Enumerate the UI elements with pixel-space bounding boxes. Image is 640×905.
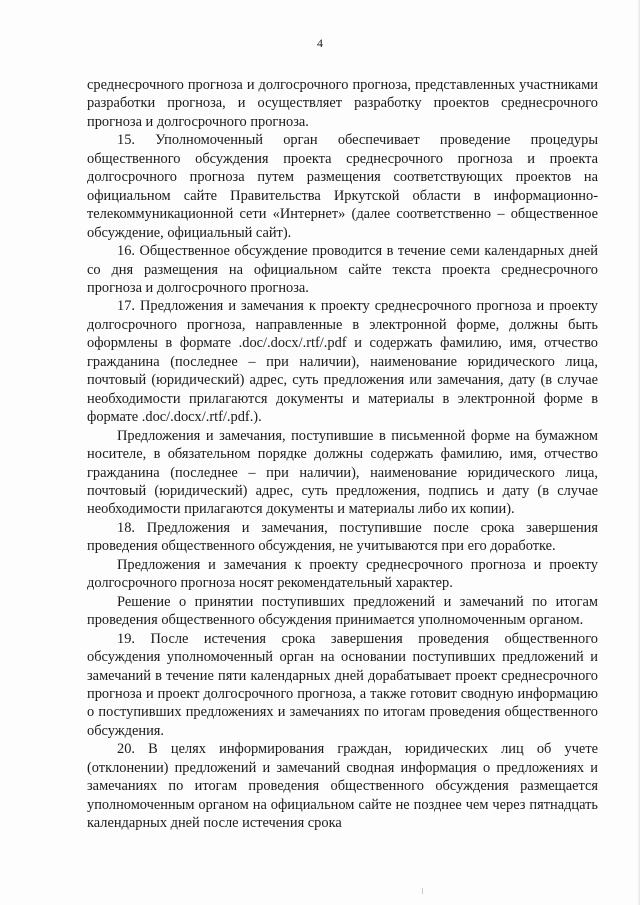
document-body	[87, 76, 598, 833]
paragraph-16: 16. Общественное обсуждение проводится в течение семи календарных дней со дня размещения на официальном сайте текста проекта среднесрочного прогноза и долгосрочного прогноза.	[87, 243, 598, 296]
paragraph-15: 15. Уполномоченный орган обеспечивает проведение процедуры общественного обсуждения проекта среднесрочного прогноза и проекта долгосрочного прогноза путем размещения соответствующих проектов на официальном сайте Правительства Иркутской области в информационно-телекоммуникационной сети «Интернет» (далее соответственно – общественное обсуждение, официальный сайт).	[87, 132, 598, 241]
paragraph-20: 20. В целях информирования граждан, юридических лиц об учете (отклонении) предложений и замечаний сводная информация о предложениях и замечаниях по итогам проведения общественного обсуждения размещается уполномоченным органом на официальном сайте не позднее чем через пятнадцать календарных дней после истечения срока	[87, 741, 598, 832]
paragraph-19: 19. После истечения срока завершения проведения общественного обсуждения уполномоченный орган на основании поступивших предложений и замечаний в течение пяти календарных дней дорабатывает проект среднесрочного прогноза и проект долгосрочного прогноза, а также готовит сводную информацию о поступивших предложениях и замечаниях по итогам проведения общественного обсуждения.	[87, 630, 598, 739]
paragraph-18-recommendations: Предложения и замечания к проекту среднесрочного прогноза и проекту долгосрочного прогноза носят рекомендательный характер.	[87, 556, 598, 592]
page-number: 4	[317, 36, 323, 50]
paragraph-18-decision: Решение о принятии поступивших предложений и замечаний по итогам проведения общественного обсуждения принимается уполномоченным органом.	[87, 593, 598, 629]
paragraph-18: 18. Предложения и замечания, поступившие после срока завершения проведения общественного обсуждения, не учитываются при его доработке.	[87, 519, 598, 555]
paragraph-17: 17. Предложения и замечания к проекту среднесрочного прогноза и проекту долгосрочного прогноза, направленные в электронной форме, должны быть оформлены в формате .doc/.docx/.rtf/.pdf и содержать фамилию, имя, отчество гражданина (последнее – при наличии), наименование юридического лица, почтовый (юридический) адрес, суть предложения или замечания, дату (в случае необходимости прилагаются документы и материалы в электронной форме в формате .doc/.docx/.rtf/.pdf.).	[87, 298, 598, 426]
scan-speck	[422, 888, 423, 894]
paragraph-17-written-form: Предложения и замечания, поступившие в письменной форме на бумажном носителе, в обязательном порядке должны содержать фамилию, имя, отчество гражданина (последнее – при наличии), наименование юридического лица, почтовый (юридический) адрес, суть предложения, подпись и дату (в случае необходимости прилагаются документы и материалы либо их копии).	[87, 427, 598, 518]
paragraph-continuation: среднесрочного прогноза и долгосрочного прогноза, представленных участниками разработки прогноза, и осуществляет разработку проектов среднесрочного прогноза и долгосрочного прогноза.	[87, 77, 598, 130]
